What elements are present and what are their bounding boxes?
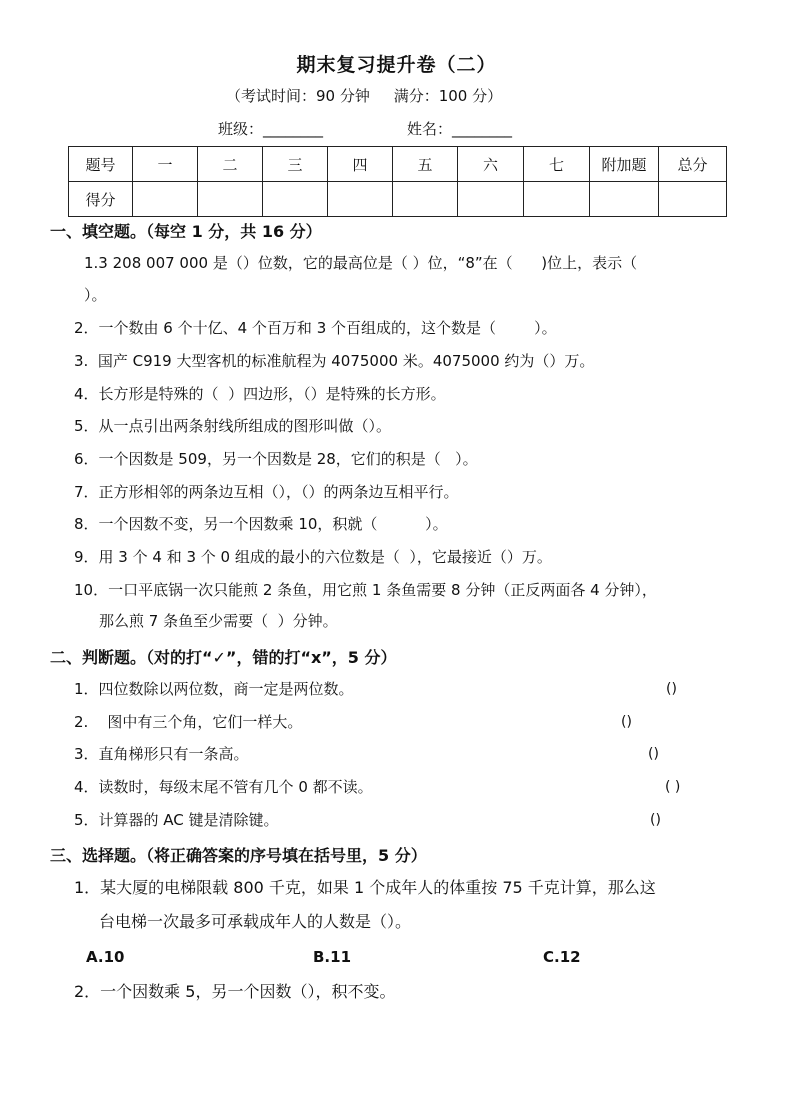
question-text: 那么煎 7 条鱼至少需要（ ）分钟。: [99, 612, 338, 630]
table-cell: 五: [393, 147, 458, 182]
question-text: 1．四位数除以两位数，商一定是两位数。: [74, 680, 354, 698]
question-text: 5．从一点引出两条射线所组成的图形叫做（）。: [74, 417, 392, 435]
choice-option-b[interactable]: B.11: [313, 948, 352, 966]
answer-paren[interactable]: (): [648, 746, 659, 762]
question-text: 9．用 3 个 4 和 3 个 0 组成的最小的六位数是（ ），它最接近（）万。: [74, 548, 552, 566]
question-text: 台电梯一次最多可承载成年人的人数是（）。: [99, 912, 412, 931]
score-cell[interactable]: [328, 182, 393, 217]
class-field: 班级：________: [218, 120, 324, 138]
exam-subtitle: （考试时间：90 分钟 满分：100 分）: [226, 87, 503, 105]
table-cell: 七: [524, 147, 590, 182]
table-cell: 题号: [69, 147, 133, 182]
question-text: 2．一个因数乘 5，另一个因数（），积不变。: [74, 982, 396, 1001]
score-table-score-row: [69, 182, 727, 217]
question-text: 4．读数时，每级末尾不管有几个 0 都不读。: [74, 778, 373, 796]
question-text: 3．直角梯形只有一条高。: [74, 745, 249, 763]
score-cell[interactable]: [659, 182, 727, 217]
answer-paren[interactable]: (): [650, 812, 661, 828]
question-text: 4．长方形是特殊的（ ）四边形，（）是特殊的长方形。: [74, 385, 446, 403]
table-cell: 总分: [659, 147, 727, 182]
question-text: 6．一个因数是 509，另一个因数是 28，它们的积是（ ）。: [74, 450, 478, 468]
table-cell: 一: [133, 147, 198, 182]
score-cell[interactable]: [133, 182, 198, 217]
score-cell[interactable]: [393, 182, 458, 217]
question-text: 2．一个数由 6 个十亿、4 个百万和 3 个百组成的，这个数是（ ）。: [74, 319, 557, 337]
section-heading-fill-in: 一、填空题。（每空 1 分，共 16 分）: [50, 222, 322, 241]
answer-paren[interactable]: (): [666, 681, 677, 697]
choice-option-c[interactable]: C.12: [543, 948, 581, 966]
question-text: 7．正方形相邻的两条边互相（），（）的两条边互相平行。: [74, 483, 459, 501]
section-heading-multiple-choice: 三、选择题。（将正确答案的序号填在括号里，5 分）: [50, 846, 427, 865]
answer-paren[interactable]: ( ): [665, 779, 681, 795]
question-text: 2. 图中有三个角，它们一样大。: [74, 713, 303, 731]
score-cell[interactable]: [458, 182, 524, 217]
question-text: 8．一个因数不变，另一个因数乘 10，积就（ ）。: [74, 515, 448, 533]
table-cell: 六: [458, 147, 524, 182]
question-text: 5．计算器的 AC 键是清除键。: [74, 811, 279, 829]
score-table: [68, 146, 727, 217]
name-field: 姓名：________: [407, 120, 513, 138]
score-table-header-row: [69, 147, 727, 182]
exam-title: 期末复习提升卷（二）: [296, 54, 497, 76]
answer-paren[interactable]: (): [621, 714, 632, 730]
question-text: 3. 国产 C919 大型客机的标准航程为 4075000 米。4075000 约为（）万。: [74, 352, 595, 370]
table-cell: 得分: [69, 182, 133, 217]
question-text: 1．某大厦的电梯限载 800 千克，如果 1 个成年人的体重按 75 千克计算，那么这: [74, 878, 656, 897]
question-text: ）。: [84, 286, 107, 304]
score-cell[interactable]: [590, 182, 659, 217]
question-text: 1.3 208 007 000 是（）位数，它的最高位是（ ）位，“8”在（ )位上，表示（: [84, 254, 638, 272]
score-cell[interactable]: [198, 182, 263, 217]
table-cell: 三: [263, 147, 328, 182]
score-cell[interactable]: [263, 182, 328, 217]
table-cell: 四: [328, 147, 393, 182]
question-text: 10．一口平底锅一次只能煎 2 条鱼，用它煎 1 条鱼需要 8 分钟（正反两面各 4 分钟），: [74, 581, 657, 599]
score-cell[interactable]: [524, 182, 590, 217]
section-heading-true-false: 二、判断题。（对的打“✓”，错的打“x”，5 分）: [50, 648, 397, 667]
table-cell: 二: [198, 147, 263, 182]
table-cell: 附加题: [590, 147, 659, 182]
choice-option-a[interactable]: A.10: [86, 948, 125, 966]
